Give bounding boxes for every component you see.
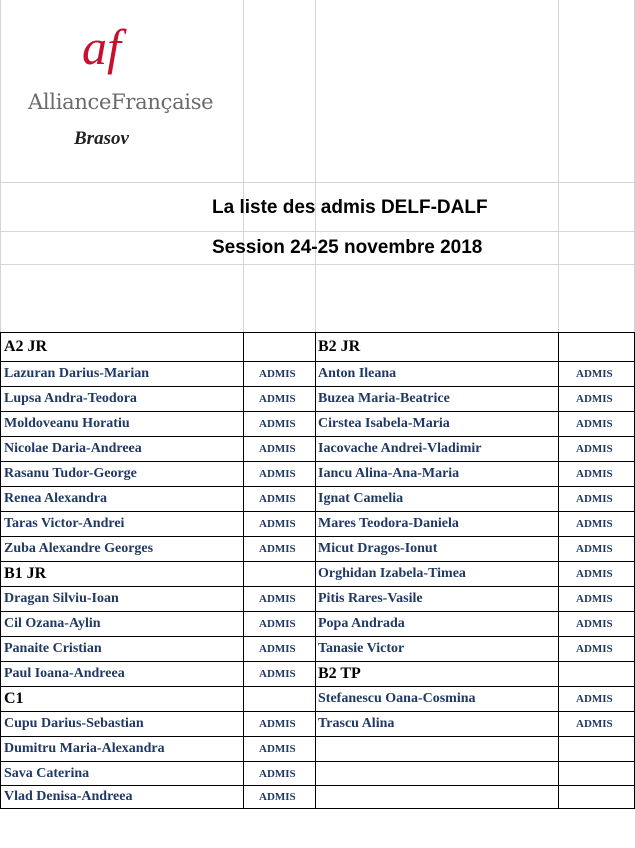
table-border bbox=[0, 808, 635, 809]
page-title: La liste des admis DELF-DALF bbox=[212, 197, 488, 218]
grid-line bbox=[0, 264, 635, 265]
left-candidate-name: Dumitru Maria-Alexandra bbox=[4, 741, 165, 756]
right-status-badge: ADMIS bbox=[576, 443, 613, 455]
left-status-badge: ADMIS bbox=[259, 618, 296, 630]
left-candidate-name: Cupu Darius-Sebastian bbox=[4, 716, 144, 731]
right-candidate-name: Buzea Maria-Beatrice bbox=[318, 391, 450, 406]
right-status-badge: ADMIS bbox=[576, 468, 613, 480]
left-status-badge: ADMIS bbox=[259, 767, 296, 780]
right-candidate-name: Popa Andrada bbox=[318, 616, 405, 631]
left-status-badge: ADMIS bbox=[259, 443, 296, 455]
right-status-badge: ADMIS bbox=[576, 543, 613, 555]
left-status-badge: ADMIS bbox=[259, 493, 296, 505]
left-status-badge: ADMIS bbox=[259, 368, 296, 380]
left-candidate-name: Lazuran Darius-Marian bbox=[4, 366, 150, 381]
left-candidate-name: Sava Caterina bbox=[4, 765, 90, 781]
right-status-badge: ADMIS bbox=[576, 493, 613, 505]
left-section-heading: C1 bbox=[4, 690, 24, 707]
grid-line bbox=[0, 231, 635, 232]
right-candidate-name: Orghidan Izabela-Timea bbox=[318, 566, 466, 581]
left-candidate-name: Dragan Silviu-Ioan bbox=[4, 591, 119, 606]
grid-line bbox=[0, 0, 1, 332]
session-title: Session 24-25 novembre 2018 bbox=[212, 237, 483, 258]
left-candidate-name: Moldoveanu Horatiu bbox=[4, 416, 130, 431]
right-candidate-name: Ignat Camelia bbox=[318, 491, 404, 506]
left-candidate-name: Nicolae Daria-Andreea bbox=[4, 441, 142, 456]
right-candidate-name: Tanasie Victor bbox=[318, 641, 405, 656]
left-candidate-name: Taras Victor-Andrei bbox=[4, 516, 125, 531]
logo-city: Brasov bbox=[74, 128, 129, 149]
left-candidate-name: Zuba Alexandre Georges bbox=[4, 541, 154, 556]
right-status-badge: ADMIS bbox=[576, 593, 613, 605]
left-status-badge: ADMIS bbox=[259, 668, 296, 680]
right-status-badge: ADMIS bbox=[576, 693, 613, 705]
table-border bbox=[558, 332, 559, 808]
grid-line bbox=[315, 0, 316, 332]
right-status-badge: ADMIS bbox=[576, 368, 613, 380]
right-candidate-name: Mares Teodora-Daniela bbox=[318, 516, 459, 531]
left-status-badge: ADMIS bbox=[259, 418, 296, 430]
table-border bbox=[315, 332, 316, 808]
left-candidate-name: Vlad Denisa-Andreea bbox=[4, 789, 133, 804]
right-candidate-name: Anton Ileana bbox=[318, 366, 397, 381]
left-status-badge: ADMIS bbox=[259, 518, 296, 530]
right-status-badge: ADMIS bbox=[576, 568, 613, 580]
left-candidate-name: Paul Ioana-Andreea bbox=[4, 666, 125, 681]
right-candidate-name: Pitis Rares-Vasile bbox=[318, 591, 423, 606]
right-status-badge: ADMIS bbox=[576, 718, 613, 730]
left-status-badge: ADMIS bbox=[259, 468, 296, 480]
left-status-badge: ADMIS bbox=[259, 743, 296, 755]
left-candidate-name: Cil Ozana-Aylin bbox=[4, 616, 101, 631]
right-status-badge: ADMIS bbox=[576, 393, 613, 405]
grid-line bbox=[0, 182, 635, 183]
left-status-badge: ADMIS bbox=[259, 791, 296, 803]
right-candidate-name: Cirstea Isabela-Maria bbox=[318, 416, 450, 431]
left-status-badge: ADMIS bbox=[259, 593, 296, 605]
alliance-francaise-logo-mark bbox=[80, 22, 140, 78]
left-status-badge: ADMIS bbox=[259, 393, 296, 405]
left-status-badge: ADMIS bbox=[259, 543, 296, 555]
logo-name: AllianceFrançaise bbox=[28, 90, 214, 114]
right-candidate-name: Micut Dragos-Ionut bbox=[318, 541, 438, 556]
grid-line bbox=[243, 0, 244, 332]
left-candidate-name: Panaite Cristian bbox=[4, 641, 102, 656]
grid-line bbox=[558, 0, 559, 332]
right-candidate-name: Iacovache Andrei-Vladimir bbox=[318, 441, 482, 456]
table-border bbox=[0, 332, 1, 808]
right-status-badge: ADMIS bbox=[576, 618, 613, 630]
right-status-badge: ADMIS bbox=[576, 518, 613, 530]
right-status-badge: ADMIS bbox=[576, 418, 613, 430]
right-candidate-name: Trascu Alina bbox=[318, 716, 395, 731]
left-section-heading: A2 JR bbox=[4, 338, 48, 355]
right-section-heading: B2 JR bbox=[318, 338, 361, 355]
left-status-badge: ADMIS bbox=[259, 718, 296, 730]
right-candidate-name: Iancu Alina-Ana-Maria bbox=[318, 466, 460, 481]
left-candidate-name: Renea Alexandra bbox=[4, 491, 108, 506]
left-candidate-name: Lupsa Andra-Teodora bbox=[4, 391, 137, 406]
right-status-badge: ADMIS bbox=[576, 643, 613, 655]
table-border bbox=[0, 761, 635, 762]
right-section-heading: B2 TP bbox=[318, 665, 361, 682]
left-status-badge: ADMIS bbox=[259, 643, 296, 655]
table-border bbox=[243, 332, 244, 808]
left-section-heading: B1 JR bbox=[4, 565, 47, 582]
right-candidate-name: Stefanescu Oana-Cosmina bbox=[318, 691, 476, 706]
left-candidate-name: Rasanu Tudor-George bbox=[4, 466, 137, 481]
svg-text:af: af bbox=[82, 22, 121, 75]
